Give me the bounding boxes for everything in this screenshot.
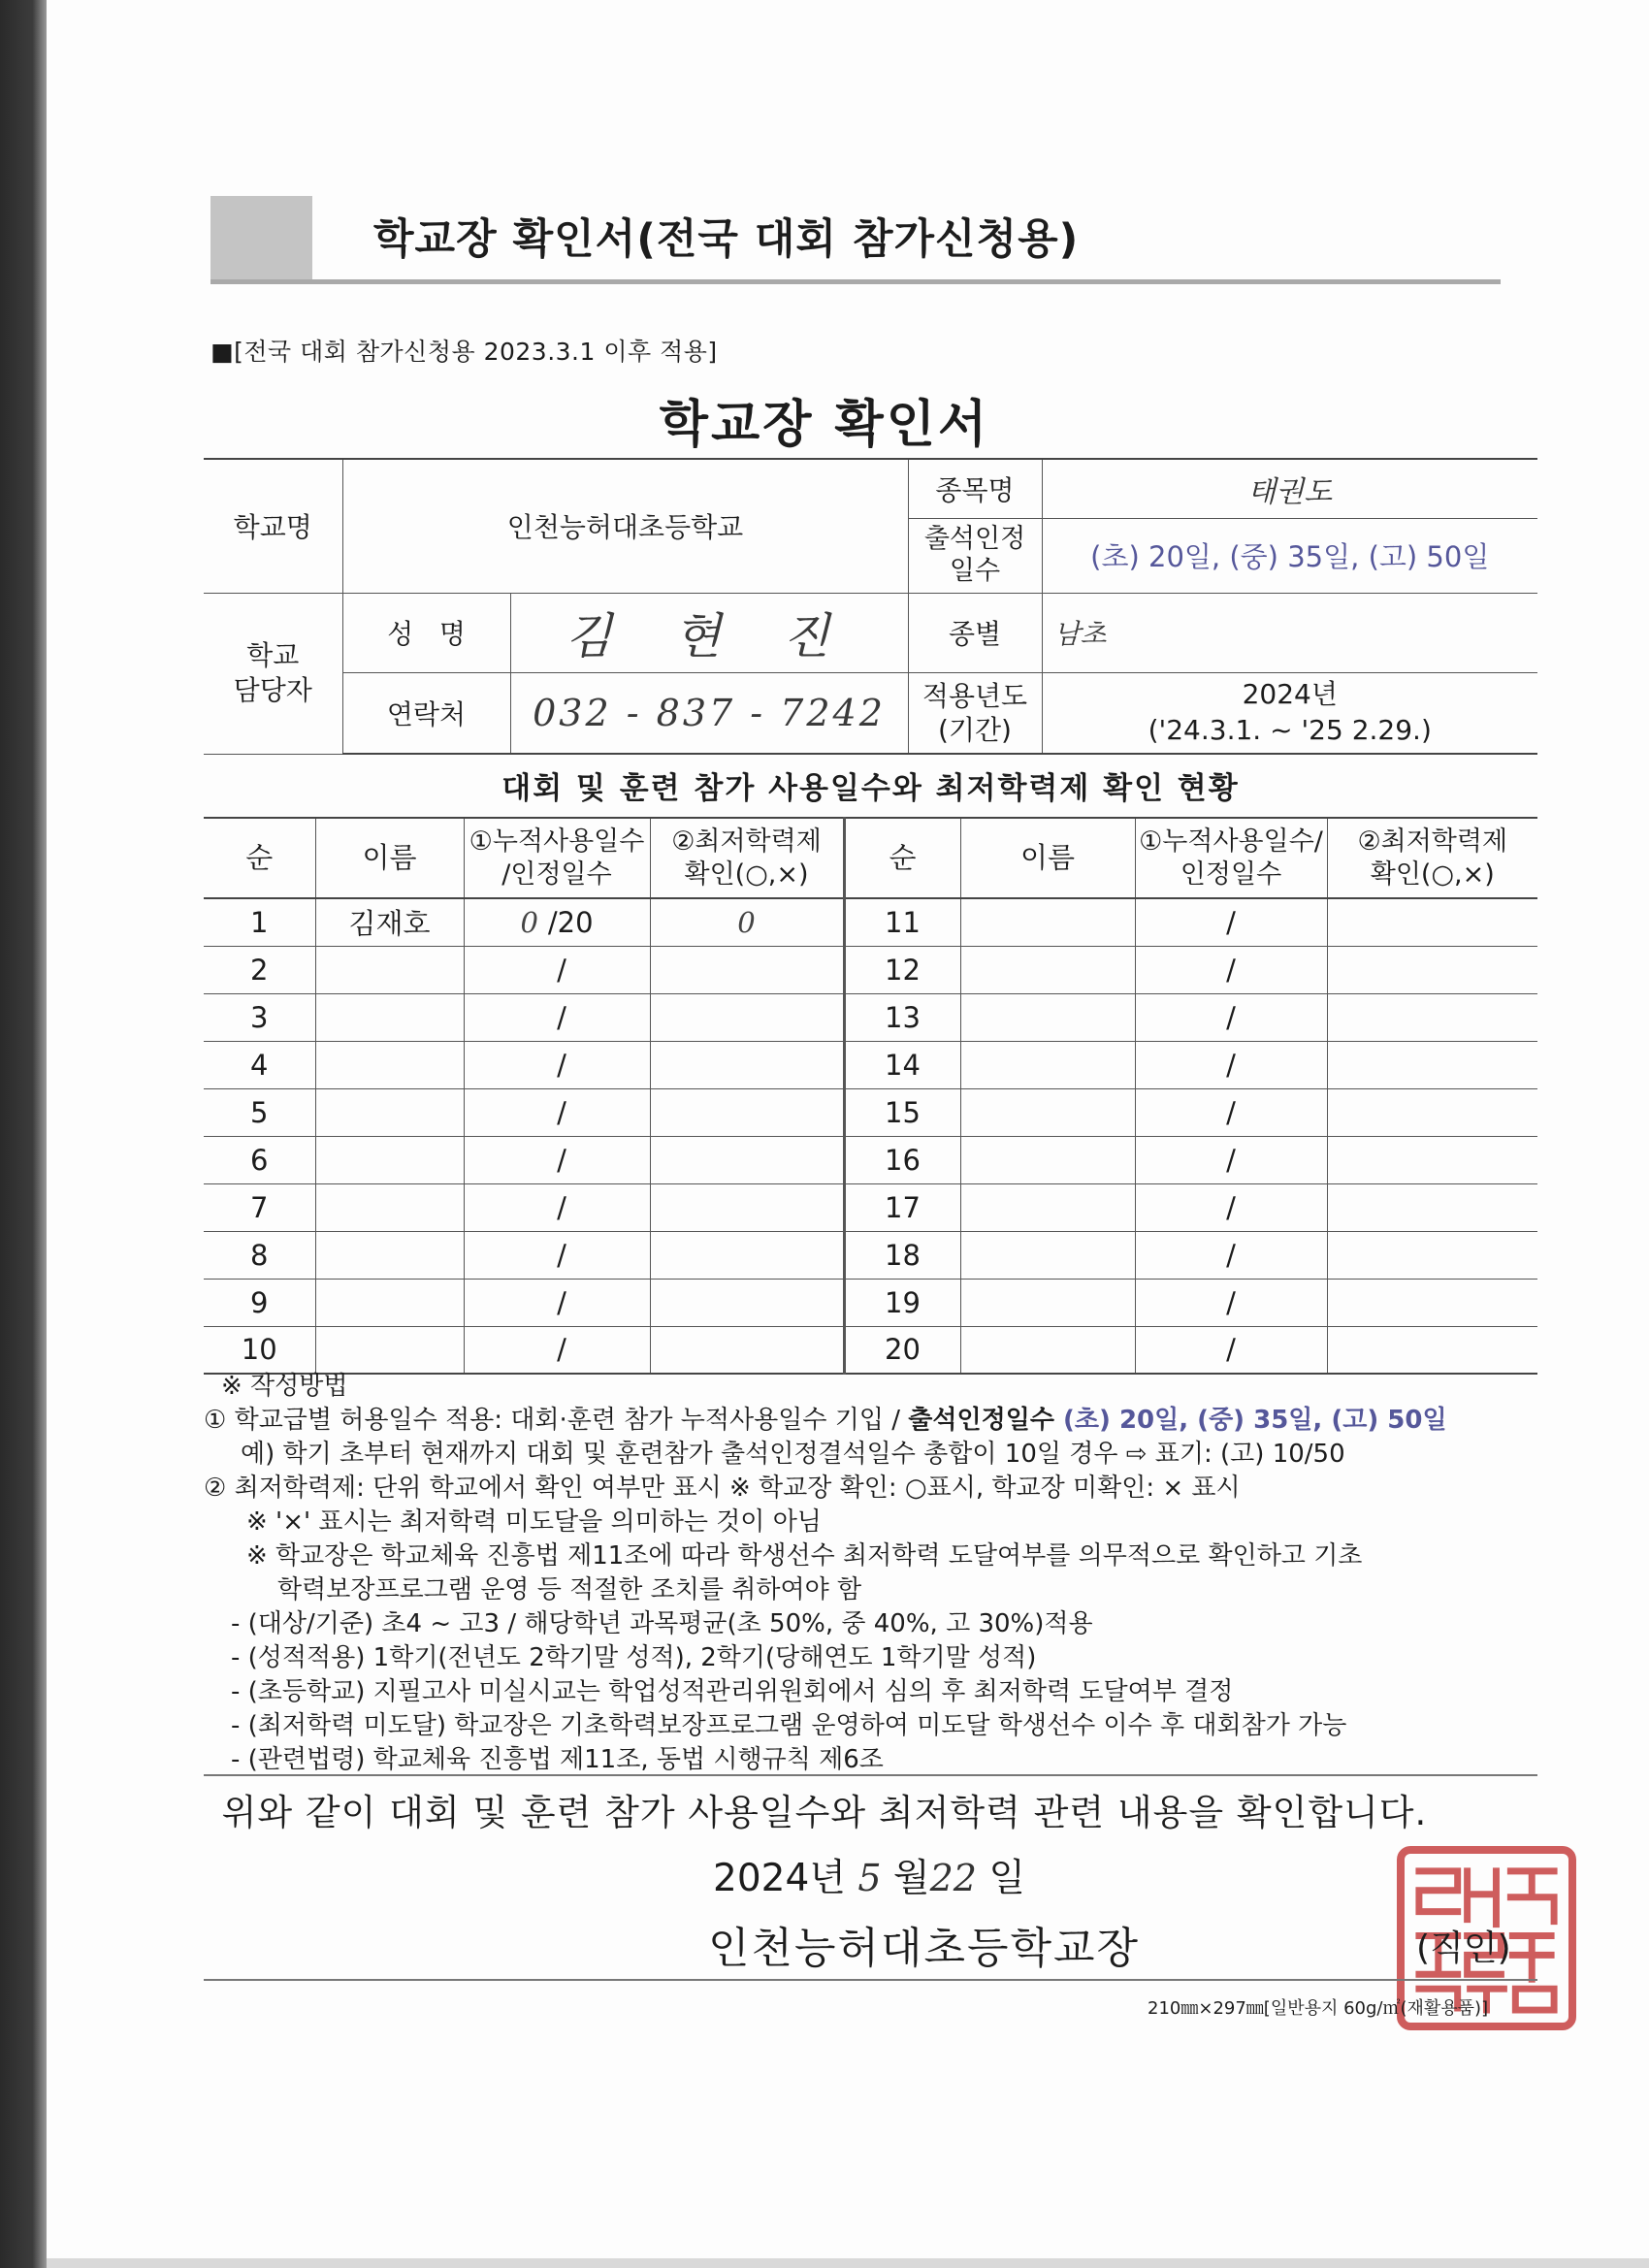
row-days [464,946,650,993]
year-value-cell [1042,672,1537,754]
row-days-value: / [557,1333,566,1367]
table-row [204,993,1537,1041]
row-days [464,993,650,1041]
row-name-2 [960,1136,1135,1183]
scan-bottom-edge [47,2258,1649,2268]
row-name [315,1088,464,1136]
status-table [204,817,1537,1375]
row-days [464,1088,650,1136]
row-no: 9 [204,1279,315,1326]
principal-name: 인천능허대초등학교장 [708,1924,1141,1973]
row-no-2: 16 [844,1136,960,1183]
table-row [204,1136,1537,1183]
row-days-2: / [1135,1136,1327,1183]
row-name-2 [960,1231,1135,1279]
contact-value-handwritten: 032 - 837 - 7242 [510,672,908,754]
closing-rule [204,1774,1537,1776]
row-name-2 [960,993,1135,1041]
header-name: 이름 [315,818,464,898]
row-days [464,1136,650,1183]
row-no: 3 [204,993,315,1041]
row-used-handwritten: 0 [520,905,538,939]
applicability-note: ■[전국 대회 참가신청용 2023.3.1 이후 적용] [210,338,718,366]
bottom-rule [204,1979,1537,1981]
seal-label: (직인) [1416,1928,1511,1968]
row-name [315,1231,464,1279]
header-no-2: 순 [844,818,960,898]
attendance-label: 출석인정 일수 [908,518,1042,593]
row-name-2 [960,946,1135,993]
table-row [204,1279,1537,1326]
table-row [204,1041,1537,1088]
table-row [204,1326,1537,1374]
instruction-line-1 [204,1404,1542,1438]
row-days-2: / [1135,1183,1327,1231]
row-days-2: / [1135,1088,1327,1136]
row-confirm-2 [1327,898,1537,946]
row-days-value: / [557,1285,566,1319]
instruction-line-4: ※ '×' 표시는 최저학력 미도달을 의미하는 것이 아님 [246,1507,822,1537]
row-no-2: 17 [844,1183,960,1231]
form-title: 학교장 확인서 [659,396,990,454]
row-confirm [650,1279,844,1326]
row-no-2: 20 [844,1326,960,1374]
row-name [315,1183,464,1231]
row-no-2: 18 [844,1231,960,1279]
instruction-1a: ① 학교급별 허용일수 적용: 대회·훈련 참가 누적사용일수 기입 / [204,1406,909,1435]
row-confirm [650,1231,844,1279]
event-value: 태권도 [1042,459,1537,518]
instruction-line-2: 예) 학기 초부터 현재까지 대회 및 훈련참가 출석인정결석일수 총합이 10일 경우 ⇨ 표기: (고) 10/50 [241,1440,1345,1469]
row-name-2 [960,1088,1135,1136]
date-day-label: 일 [976,1857,1026,1900]
row-confirm-2 [1327,1279,1537,1326]
row-no-2: 13 [844,993,960,1041]
row-no: 1 [204,898,315,946]
instruction-line-9: - (초등학교) 지필고사 미실시교는 학업성적관리위원회에서 심의 후 최저학력 도달여부 결정 [231,1677,1234,1706]
row-confirm-2 [1327,946,1537,993]
row-confirm [650,1183,844,1231]
header-gray-block [210,196,312,280]
table-row [204,1231,1537,1279]
row-confirm-2 [1327,1041,1537,1088]
manager-label: 학교 담당자 [204,593,342,754]
instructions [204,1370,1542,1777]
name-label: 성 명 [342,593,510,672]
row-no: 10 [204,1326,315,1374]
header-days-2: ①누적사용일수/ 인정일수 [1135,818,1327,898]
row-confirm [650,993,844,1041]
date-year: 2024년 [713,1857,858,1900]
event-label: 종목명 [908,459,1042,518]
row-confirm [650,1041,844,1088]
row-name-2 [960,1041,1135,1088]
header-confirm-2: ②최저학력제 확인(○,×) [1327,818,1537,898]
contact-label: 연락처 [342,672,510,754]
row-confirm-2 [1327,1088,1537,1136]
row-confirm: 0 [650,898,844,946]
row-name [315,1279,464,1326]
header-no: 순 [204,818,315,898]
row-days-value: / [557,1048,566,1082]
row-days [464,1183,650,1231]
row-days-value: / [557,1238,566,1272]
row-confirm-2 [1327,993,1537,1041]
row-no: 8 [204,1231,315,1279]
year-label: 적용년도 (기간) [908,672,1042,754]
row-confirm-2 [1327,1136,1537,1183]
row-days-2: / [1135,1041,1327,1088]
instruction-1b: 출석인정일수 [908,1406,1054,1435]
period-value: ('24.3.1. ~ '25 2.29.) [1148,713,1432,746]
row-days-value: / [557,1190,566,1224]
row-days-value: / [557,1143,566,1177]
table-row [204,946,1537,993]
row-days [464,898,650,946]
row-days [464,1041,650,1088]
date-month-handwritten: 5 [857,1857,882,1899]
instruction-line-8: - (성적적용) 1학기(전년도 2학기말 성적), 2학기(당해연도 1학기말 성적) [231,1643,1037,1672]
date-month-label: 월 [881,1857,930,1900]
declaration: 위와 같이 대회 및 훈련 참가 사용일수와 최저학력 관련 내용을 확인합니다. [221,1792,1428,1833]
paper-spec: 210㎜×297㎜[일반용지 60g/㎡(재활용품)] [1148,1998,1489,2019]
info-table [204,458,1537,755]
row-name [315,993,464,1041]
row-no-2: 14 [844,1041,960,1088]
instructions-title: ※ 작성방법 [221,1372,348,1401]
row-name: 김재호 [315,898,464,946]
row-days-value: /20 [547,905,594,939]
instruction-line-3: ② 최저학력제: 단위 학교에서 확인 여부만 표시 ※ 학교장 확인: ○표시, 학교장 미확인: × 표시 [204,1474,1241,1503]
instruction-1c: (초) 20일, (중) 35일, (고) 50일 [1053,1406,1447,1435]
row-no: 7 [204,1183,315,1231]
row-no-2: 12 [844,946,960,993]
table-row [204,898,1537,946]
row-no: 6 [204,1136,315,1183]
row-confirm [650,1326,844,1374]
row-no-2: 15 [844,1088,960,1136]
school-value: 인천능허대초등학교 [342,459,908,593]
row-no: 2 [204,946,315,993]
row-days-value: / [557,1000,566,1034]
attendance-value: (초) 20일, (중) 35일, (고) 50일 [1042,518,1537,593]
row-name [315,1326,464,1374]
row-days-value: / [557,1095,566,1129]
section-heading: 대회 및 훈련 참가 사용일수와 최저학력제 확인 현황 [501,771,1240,806]
row-days-2: / [1135,1231,1327,1279]
school-label: 학교명 [204,459,342,593]
row-confirm-2 [1327,1231,1537,1279]
row-days-2: / [1135,946,1327,993]
header-confirm: ②최저학력제 확인(○,×) [650,818,844,898]
row-days-2: / [1135,898,1327,946]
scan-left-edge [0,0,47,2268]
table-row [204,1183,1537,1231]
header-days: ①누적사용일수 /인정일수 [464,818,650,898]
row-days-2: / [1135,1326,1327,1374]
row-confirm [650,1136,844,1183]
row-confirm [650,946,844,993]
year-value: 2024년 [1242,678,1338,711]
instruction-line-10: - (최저학력 미도달) 학교장은 기초학력보장프로그램 운영하여 미도달 학생선수 이수 후 대회참가 가능 [231,1711,1347,1740]
row-days-2: / [1135,993,1327,1041]
row-confirm [650,1088,844,1136]
row-days [464,1326,650,1374]
date-line [713,1848,1025,1902]
row-confirm-2 [1327,1183,1537,1231]
row-no: 5 [204,1088,315,1136]
gender-label: 종별 [908,593,1042,672]
row-confirm-2 [1327,1326,1537,1374]
instruction-line-11: - (관련법령) 학교체육 진흥법 제11조, 동법 시행규칙 제6조 [231,1745,884,1774]
row-name-2 [960,1326,1135,1374]
instruction-line-7: - (대상/기준) 초4 ~ 고3 / 해당학년 과목평균(초 50%, 중 40%, 고 30%)적용 [231,1609,1093,1638]
row-days-2: / [1135,1279,1327,1326]
row-name [315,946,464,993]
header-rule [210,279,1501,284]
header-name-2: 이름 [960,818,1135,898]
row-name [315,1136,464,1183]
instruction-line-5: ※ 학교장은 학교체육 진흥법 제11조에 따라 학생선수 최저학력 도달여부를 의무적으로 확인하고 기초 [246,1541,1363,1571]
date-day-handwritten: 22 [929,1857,977,1899]
header-title: 학교장 확인서(전국 대회 참가신청용) [373,215,1080,264]
row-name-2 [960,1183,1135,1231]
row-no: 4 [204,1041,315,1088]
row-days-value: / [557,953,566,987]
row-name-2 [960,898,1135,946]
row-no-2: 11 [844,898,960,946]
row-days [464,1279,650,1326]
row-name-2 [960,1279,1135,1326]
instruction-line-6: 학력보장프로그램 운영 등 적절한 조치를 취하여야 함 [277,1575,862,1604]
row-name [315,1041,464,1088]
row-no-2: 19 [844,1279,960,1326]
name-value-handwritten: 김 현 진 [510,593,908,672]
gender-value-handwritten: 남초 [1042,593,1537,672]
row-days [464,1231,650,1279]
table-row [204,1088,1537,1136]
